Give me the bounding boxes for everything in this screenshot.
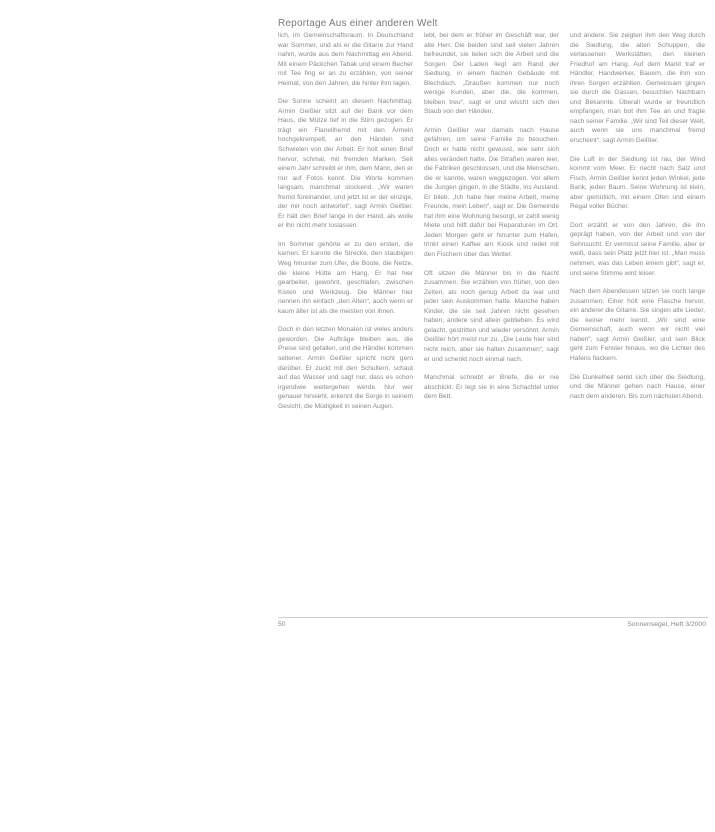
paragraph: Dort erzählt er von den Jahren, die ihn geprägt haben, von der Arbeit und von der Sehnsucht. Er vermisst seine Familie, aber er weiß, dass sein Platz jetzt hier ist. „Man muss nehmen, was das Leben einem gibt“, sagt er, und seine Stimme wird leiser.	[570, 221, 705, 277]
paragraph: Die Dunkelheit senkt sich über die Siedlung, und die Männer gehen nach Hause, einer nach dem anderen. Bis zum nächsten Abend.	[570, 373, 705, 400]
paragraph: Manchmal schreibt er Briefe, die er nie abschickt. Er legt sie in eine Schachtel unter dem Bett.	[424, 374, 559, 401]
paragraph: Armin Geißler war damals nach Hause gefahren, um seine Familie zu besuchen. Doch er hatte nicht gewusst, wie sehr sich alles verändert hatte. Die Straßen waren leer, die Fabriken geschlossen, und die Menschen, die er kannte, waren weggezogen. Vor allem die Jungen gingen, in die Städte, ins Ausland. Er blieb. „Ich habe hier meine Arbeit, meine Freunde, mein Leben“, sagt er. Die Gemeinde hat ihm eine Wohnung besorgt, er zahlt wenig Miete und hilft dafür bei Reparaturen im Ort. Jeden Morgen geht er hinunter zum Hafen, trinkt einen Kaffee am Kiosk und redet mit den Fischern über das Wetter.	[424, 126, 559, 259]
page-number: 50	[278, 621, 286, 628]
article-body	[278, 31, 708, 613]
text-column-1	[278, 31, 413, 613]
text-column-2	[424, 31, 559, 613]
text-column-3	[570, 31, 705, 613]
paragraph: lebt, bei dem er früher im Geschäft war, der alte Herr. Die beiden sind seit vielen Jahren befreundet, sie teilen sich die Arbeit und die Sorgen. Der Laden liegt am Rand der Siedlung, in einem flachen Gebäude mit Blechdach. „Draußen kommen nur noch wenige Kunden, aber die, die kommen, bleiben treu“, sagt er und wischt sich den Staub von den Händen.	[424, 32, 559, 116]
paragraph: lich, im Gemeinschaftsraum. In Deutschland war Sommer, und als er die Gitarre zur Hand nahm, wurde aus dem Nachmittag ein Abend. Mit einem Päckchen Tabak und einem Becher mit Tee fing er an zu erzählen, von seiner Heimat, von den Jahren, die hinter ihm lagen.	[278, 32, 413, 87]
paragraph: Doch in den letzten Monaten ist vieles anders geworden. Die Aufträge bleiben aus, die Preise sind gefallen, und die Händler kommen seltener. Armin Geißler spricht nicht gern darüber. Er zuckt mit den Schultern, schaut auf das Wasser und sagt nur, dass es schon irgendwie weitergehen werde. Nur wer genauer hinsieht, erkennt die Sorge in seinem Gesicht, die Müdigkeit in seinen Augen.	[278, 326, 413, 410]
page-header: Reportage Aus einer anderen Welt	[278, 18, 438, 29]
paragraph: Oft sitzen die Männer bis in die Nacht zusammen. Sie erzählen von früher, von den Zeiten, als noch genug Arbeit da war und jeder sein Auskommen hatte. Manche haben Kinder, die sie seit Jahren nicht gesehen haben, andere sind allein geblieben. Es wird gelacht, gestritten und wieder versöhnt. Armin Geißler hört meist nur zu. „Die Leute hier sind nicht reich, aber sie halten zusammen“, sagt er und schenkt noch einmal nach.	[424, 269, 559, 363]
paragraph: Nach dem Abendessen sitzen sie noch lange zusammen. Einer holt eine Flasche hervor, ein anderer die Gitarre. Sie singen alte Lieder, die keiner mehr kennt. „Wir sind eine Gemeinschaft, auch wenn wir nicht viel haben“, sagt Armin Geißler, und sein Blick geht zum Fenster hinaus, wo die Lichter des Hafens flackern.	[570, 288, 705, 362]
issue-info: Sonnensegel, Heft 3/2000	[627, 621, 706, 628]
page-footer	[278, 617, 708, 630]
paragraph: Die Sonne scheint an diesem Nachmittag. Armin Geißler sitzt auf der Bank vor dem Haus, die Mütze tief in die Stirn gezogen. Er trägt ein Flanellhemd mit den Ärmeln hochgekrempelt, an den Händen sind Schwielen von der Arbeit. Er holt einen Brief hervor, schmal, mit fremden Marken. Seit einem Jahr schreibt er ihm, dem Mann, den er nur auf Fotos kennt. Die Worte kommen langsam, manchmal stockend. „Wir waren fremd füreinander, und jetzt ist er der einzige, der mir noch antwortet“, sagt Armin Geißler. Er hält den Brief lange in der Hand, als wolle er ihn nicht mehr loslassen.	[278, 98, 413, 230]
paragraph: Im Sommer gehörte er zu den ersten, die kamen. Er kannte die Strecke, den staubigen Weg hinunter zum Ufer, die Boote, die Netze, die kleine Hütte am Hang. Er hat hier gearbeitet, gewohnt, geschlafen, zwischen Kisten und Werkzeug. Die Männer hier nennen ihn einfach „den Alten“, auch wenn er kaum älter ist als die meisten von ihnen.	[278, 240, 413, 315]
paragraph: und andere. Sie zeigten ihm den Weg durch die Siedlung, die alten Schuppen, die verlassenen Werkstätten, den kleinen Friedhof am Hang. Auf dem Markt traf er Händler, Handwerker, Bauern, die ihm von ihren Sorgen erzählten. Gemeinsam gingen sie durch die Gassen, besuchten Nachbarn und Bekannte. Überall wurde er freundlich empfangen, man bot ihm Tee an und fragte nach seiner Familie. „Wir sind Teil dieser Welt, auch wenn sie uns manchmal fremd erscheint“, sagt Armin Geißler.	[570, 32, 705, 145]
paragraph: Die Luft in der Siedlung ist rau, der Wind kommt vom Meer. Er riecht nach Salz und Fisch. Armin Geißler kennt jeden Winkel, jede Bank, jeden Baum. Seine Wohnung ist klein, aber gemütlich, mit einem Ofen und einem Regal voller Bücher.	[570, 155, 705, 211]
